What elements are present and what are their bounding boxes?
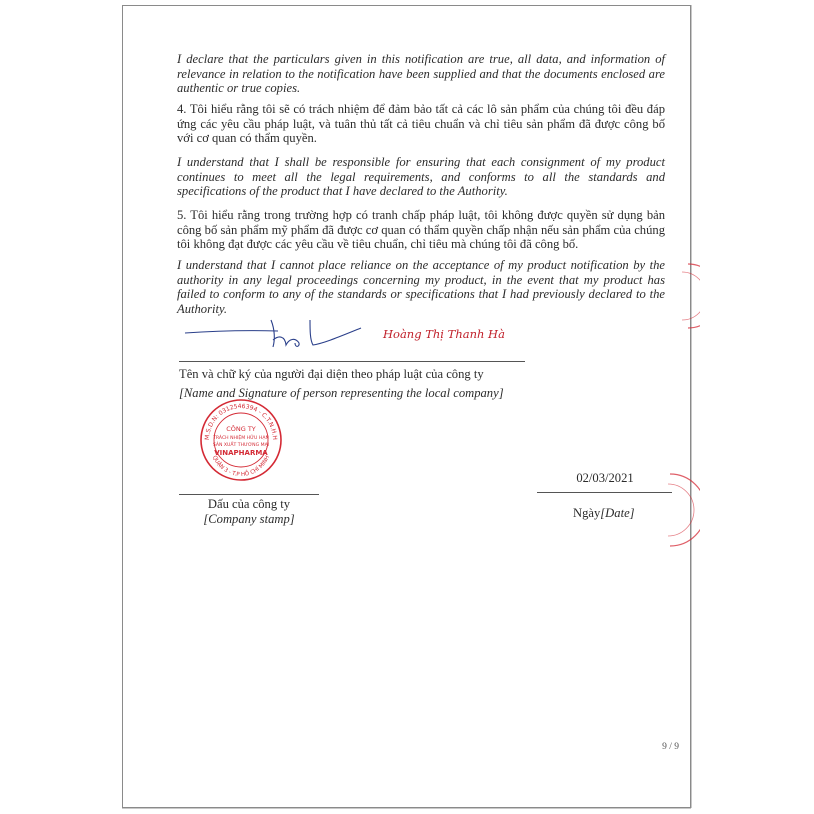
stamp-line <box>179 494 319 495</box>
date-label <box>573 506 673 521</box>
declaration-en-4: I understand that I shall be responsible for ensuring that each consignment of my product continues to meet all the legal requirements, and conforms to all the standards and specifications of the product that I have declared to the Authority. <box>177 155 665 199</box>
declaration-en-3: I declare that the particulars given in this notification are true, all data, and information of relevance in relation to the notification have been supplied and that the documents enclosed are authentic or true copies. <box>177 52 665 96</box>
document-page <box>122 5 691 808</box>
stamp-line-3: SẢN XUẤT THƯƠNG MẠI <box>212 443 270 448</box>
handwritten-signature <box>183 316 383 356</box>
stamp-line-1: CÔNG TY <box>226 425 256 433</box>
representative-label-en: [Name and Signature of person representing the local company] <box>179 386 504 400</box>
stamp-ring-bottom: QUẬN 3 - T.P HỒ CHÍ MINH <box>210 454 272 479</box>
edge-seal-mark-lower <box>660 470 700 550</box>
representative-label-vi: Tên và chữ ký của người đại diện theo pháp luật của công ty <box>179 367 484 381</box>
company-stamp <box>199 398 283 482</box>
stamp-ring-text: M.S.D.N: 0312546394 - C.T.N.H.H <box>203 402 279 441</box>
date-label-en: [Date] <box>600 506 635 520</box>
signer-name: Hoàng Thị Thanh Hà <box>383 327 505 341</box>
declaration-vi-5: 5. Tôi hiểu rằng trong trường hợp có tranh chấp pháp luật, tôi không được quyền sử dụng bản công bố sản phẩm mỹ phẩm đã được cơ quan có thẩm quyền chấp nhận nếu sản phẩm của chúng tôi không đạt được các yêu cầu về tiêu chuẩn, chỉ tiêu mà chúng tôi đã công bố. <box>177 208 665 252</box>
stamp-line-4: VINAPHARMA <box>214 449 268 457</box>
edge-seal-mark-upper <box>650 262 700 332</box>
declaration-vi-4: 4. Tôi hiểu rằng tôi sẽ có trách nhiệm để đảm bảo tất cả các lô sản phẩm của chúng tôi đều đáp ứng các yêu cầu pháp luật, và tuân thủ tất cả tiêu chuẩn và chỉ tiêu sản phẩm đã được công bố với cơ quan có thẩm quyền. <box>177 102 665 146</box>
stamp-label-vi: Dấu của công ty <box>207 497 291 511</box>
signature-line <box>179 361 525 362</box>
page-number: 9 / 9 <box>662 742 679 752</box>
stamp-line-2: TRÁCH NHIỆM HỮU HẠN <box>213 436 269 441</box>
date-value: 02/03/2021 <box>576 471 634 485</box>
stamp-label-en: [Company stamp] <box>203 512 295 526</box>
date-line <box>537 492 672 493</box>
date-label-vi: Ngày <box>573 506 601 520</box>
declaration-en-5: I understand that I cannot place reliance on the acceptance of my product notification by the authority in any legal proceedings concerning my product, in the event that my product has failed to conform to any of the standards or specifications that I had previously declared to the Authority. <box>177 258 665 317</box>
